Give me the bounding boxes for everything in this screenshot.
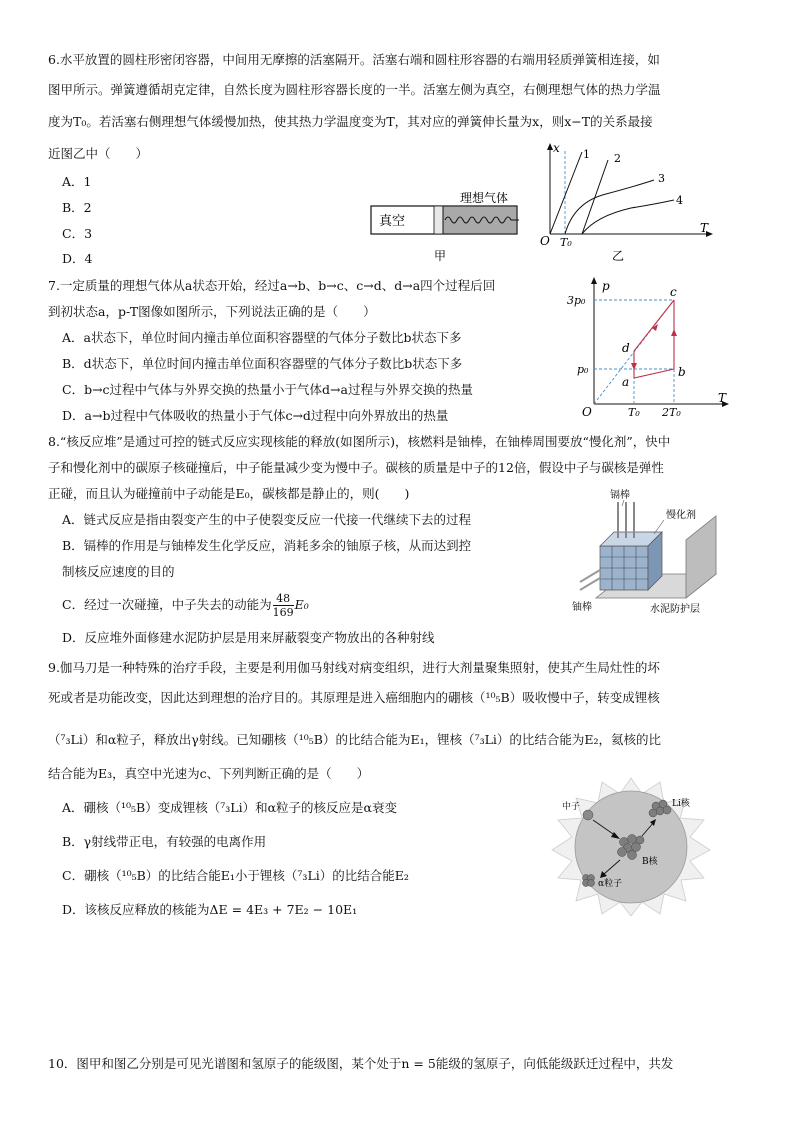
curve-4 [582,200,674,234]
q6-line-2: 图甲所示。弹簧遵循胡克定律，自然长度为圆柱形容器长度的一半。活塞左侧为真空，右侧理想气体的热力学温 [48,82,661,97]
q6-option-d: D．4 [62,251,93,266]
fig-jia-vacuum-label: 真空 [379,214,406,229]
fig-b-label: B核 [642,857,658,867]
curve-2-label: 2 [614,152,621,165]
q8-line-1: 8.“核反应堆”是通过可控的链式反应实现核能的释放(如图所示)，核燃料是铀棒，在铀棒周围要放“慢化剂”，快中 [48,434,671,449]
q10-line-1: 10．图甲和图乙分别是可见光谱图和氢原子的能级图，某个处于n = 5能级的氢原子，向低能级跃迁过程中，共发 [48,1056,674,1071]
fig-li-label: Li核 [672,799,690,809]
q9-option-a: A．硼核（¹⁰₅B）变成锂核（⁷₃Li）和α粒子的核反应是α衰变 [62,800,397,815]
q9-line-4: 结合能为E₃，真空中光速为c、下列判断正确的是（ ） [48,766,370,781]
curve-3 [565,180,654,234]
q8-option-a: A．链式反应是指由裂变产生的中子使裂变反应一代接一代继续下去的过程 [62,512,472,527]
q6-line-3: 度为T₀。若活塞右侧理想气体缓慢加热，使其热力学温度变为T，其对应的弹簧伸长量为x，则x−T的关系最接 [48,114,653,129]
gas-region [443,206,517,234]
fig-u-label: 铀棒 [572,602,592,613]
pt-t-axis: T [718,391,727,405]
piston [434,206,443,234]
q6-option-b: B．2 [62,200,92,215]
q7-line-2: 到初状态a，p-T图像如图所示，下列说法正确的是（ ） [48,304,376,319]
q7-line-1: 7.一定质量的理想气体从a状态开始，经过a→b、b→c、c→d、d→a四个过程后回 [48,278,496,293]
fraction-numerator: 48 [273,592,294,606]
curve-1 [550,152,582,234]
curve-1-label: 1 [583,148,590,161]
fraction-denominator: 169 [272,606,294,619]
fig-jia-caption: 甲 [434,249,447,263]
q9-option-c: C．硼核（¹⁰₅B）的比结合能E₁小于锂核（⁷₃Li）的比结合能E₂ [62,868,409,883]
process-ab [634,369,674,378]
pt-p1-label: p₀ [577,363,589,376]
q8-option-c-tail: E₀ [294,597,309,612]
q8-reactor-figure [566,486,736,618]
q7-pt-graph [566,276,736,424]
pt-point-b: b [678,365,686,379]
q9-line-3: （⁷₃Li）和α粒子，释放出γ射线。已知硼核（¹⁰₅B）的比结合能为E₁，锂核（⁷₃Li）的比结合能为E₂，氦核的比 [48,732,662,747]
pt-point-d: d [622,341,630,355]
q6-figure-yi [536,142,716,266]
fig-neutron-label: 中子 [562,802,581,812]
fraction [273,592,294,619]
q9-option-d: D．该核反应释放的核能为ΔE = 4E₃ + 7E₂ − 10E₁ [62,902,358,917]
pt-point-c: c [670,285,677,299]
q7-option-b: B．d状态下，单位时间内撞击单位面积容器壁的气体分子数比b状态下多 [62,356,463,371]
yi-origin: O [540,234,550,248]
q6-option-a: A．1 [62,174,92,189]
q8-line-2: 子和慢化剂中的碳原子核碰撞后，中子能量减少变为慢中子。碳核的质量是中子的12倍，假设中子与碳核是弹性 [48,460,664,475]
process-cd [634,300,674,351]
q8-option-d: D．反应堆外面修建水泥防护层是用来屏蔽裂变产物放出的各种射线 [62,630,435,645]
curve-2 [582,160,608,234]
curve-4-label: 4 [676,194,683,207]
fig-alpha-label: α粒子 [598,879,623,889]
q7-option-d: D．a→b过程中气体吸收的热量小于气体c→d过程中向外界放出的热量 [62,408,449,423]
q8-option-c [62,588,309,622]
pt-origin: O [582,405,592,419]
fig-yi-caption: 乙 [612,249,625,263]
curve-3-label: 3 [658,172,665,185]
yi-x-axis-label: T [700,221,709,235]
pt-t2-label: 2T₀ [662,406,681,419]
q9-line-1: 9.伽马刀是一种特殊的治疗手段，主要是利用伽马射线对病变组织，进行大剂量聚集照射，使其产生局灶性的坏 [48,660,660,675]
pt-p3-label: 3p₀ [567,294,586,307]
yi-t0: T₀ [560,236,572,249]
q8-line-3: 正碰，而且认为碰撞前中子动能是E₀，碳核都是静止的，则( ) [48,486,410,501]
q6-line-4: 近图乙中（ ） [48,146,149,161]
q9-line-2: 死或者是功能改变，因此达到理想的治疗目的。其原理是进入癌细胞内的硼核（¹⁰₅B）吸收慢中子，转变成锂核 [48,690,660,705]
q6-figure-jia [366,188,526,266]
q9-option-b: B．γ射线带正电，有较强的电离作用 [62,834,267,849]
fig-jia-gas-label: 理想气体 [460,191,509,205]
pt-p-axis: p [602,279,610,293]
q6-option-c: C．3 [62,226,93,241]
q8-option-c-text: C．经过一次碰撞，中子失去的动能为 [62,597,272,612]
fig-cd-label: 镉棒 [610,490,630,501]
pt-point-a: a [622,375,630,389]
q7-option-a: A．a状态下，单位时间内撞击单位面积容器壁的气体分子数比b状态下多 [62,330,462,345]
q8-option-b-cont: 制核反应速度的目的 [62,564,175,579]
pt-t1-label: T₀ [628,406,640,419]
yi-y-axis-label: x [553,141,560,155]
q6-line-1: 6.水平放置的圆柱形密闭容器，中间用无摩擦的活塞隔开。活塞右端和圆柱形容器的右端用轻质弹簧相连接，如 [48,52,660,67]
q8-option-b: B．镉棒的作用是与铀棒发生化学反应，消耗多余的铀原子核，从而达到控 [62,538,472,553]
fig-wall-label: 水泥防护层 [650,604,700,615]
q7-option-c: C．b→c过程中气体与外界交换的热量小于气体d→a过程与外界交换的热量 [62,382,473,397]
fig-mod-label: 慢化剂 [666,510,696,521]
q9-reaction-figure [548,776,714,916]
